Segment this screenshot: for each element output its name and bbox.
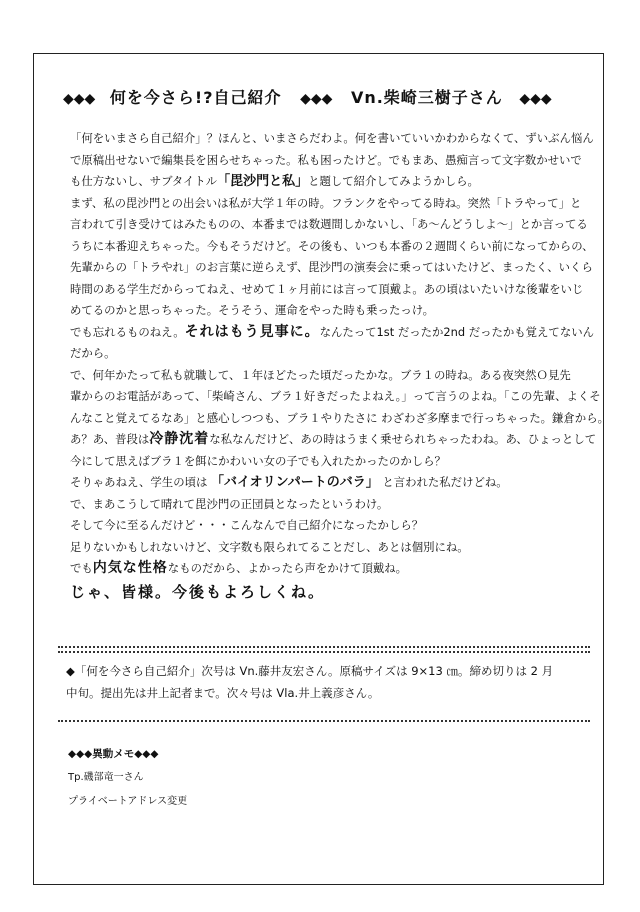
title-text: 何を今さら!?自己紹介 <box>109 88 282 107</box>
body-line: そして今に至るんだけど・・・こんなんで自己紹介になったかしら？ <box>70 518 424 532</box>
emphasis-text: それはもう見事に。 <box>184 323 320 340</box>
body-line: 「何をいまさら自己紹介」？ほんと、いまさらだわよ。何を書いていいかわからなくて、ずいぶん悩ん <box>70 131 594 145</box>
notice-line: ◆「何を今さら自己紹介」次号は Vn.藤井友宏さん。原稿サイズは 9×13 ㎝。締め切りは 2 月 <box>66 664 554 678</box>
dotted-divider <box>58 646 590 648</box>
article-body <box>70 128 609 603</box>
body-line: そりゃあねえ、学生の頃は 「バイオリンパートのバラ」 と言われた私だけどね。 <box>70 475 508 490</box>
body-line: まず、私の毘沙門との出会いは私が大学１年の時。フランクをやってる時ね。突然「トラやって」と <box>70 195 582 210</box>
body-line: んなこと覚えてるなあ」と感心しつつも、ブラ１やりたさに わざわざ多摩まで行っちゃった。鎌倉から。 <box>70 410 609 425</box>
body-line: 輩からのお電話があって、「柴崎さん、ブラ１好きだったよねえ。」って言うのよね。「この先輩、よくそ <box>70 389 601 403</box>
notice-line: 中旬。提出先は井上記者まで。次々号は Vla.井上義彦さん。 <box>66 686 380 700</box>
memo-line: プライベートアドレス変更 <box>68 796 188 807</box>
page-title <box>63 85 583 107</box>
body-line: で、何年かたって私も就職して、１年ほどたった頃だったかな。ブラ１の時ね。ある夜突然Ｏ見先 <box>70 367 571 382</box>
author-name: Vn.柴崎三樹子さん <box>350 88 503 107</box>
memo-heading: ◆◆◆異動メモ◆◆◆ <box>68 748 159 760</box>
subtitle-highlight: 「毘沙門と私」 <box>217 174 309 189</box>
body-line: めてるのかと思っちゃった。そうそう、運命をやった時も乗ったっけ。 <box>70 303 435 317</box>
closing-line: じゃ、皆様。今後もよろしくね。 <box>70 582 326 601</box>
body-line: 足りないかもしれないけど、文字数も限られてることだし、あとは個別にね。 <box>70 539 469 554</box>
title-diamonds-middle: ◆◆◆ <box>300 91 333 107</box>
body-line: も仕方ないし、サブタイトル「毘沙門と私」と題して紹介してみようかしら。 <box>70 174 479 189</box>
body-line: 今にして思えばブラ１を餌にかわいい女の子でも入れたかったのかしら？ <box>70 453 446 468</box>
body-line: あ？あ、普段は冷静沈着な私なんだけど、あの時はうまく乗せられちゃったわね。あ、ひょっとして <box>70 431 597 447</box>
body-line: でも忘れるものねえ。それはもう見事に。なんたって1st だったか2nd だったかも覚えてないん <box>70 323 594 340</box>
dotted-divider <box>58 720 590 722</box>
emphasis-text: 冷静沈着 <box>149 431 210 447</box>
body-line: で原稿出せないで編集長を困らせちゃった。私も困ったけど。でもまあ、愚痴言って文字数かせいで <box>70 152 582 167</box>
body-line: 言われて引き受けてはみたものの、本番までは数週間しかないし、「あ～んどうしよ～」とか言ってる <box>70 217 588 231</box>
title-diamonds-right: ◆◆◆ <box>519 91 552 107</box>
memo-line: Tp.磯部竜一さん <box>68 772 144 783</box>
emphasis-text: 内気な性格 <box>92 560 168 576</box>
body-line: で、まあこうして晴れて毘沙門の正団員となったというわけ。 <box>70 496 389 511</box>
next-issue-notice <box>66 660 586 704</box>
dotted-divider <box>58 651 590 653</box>
body-line: 先輩からの「トラやれ」のお言葉に逆らえず、毘沙門の演奏会に乗ってはいたけど、まったく、いくら <box>70 260 593 274</box>
body-line: 時間のある学生だからってねえ、せめて１ヶ月前には言って頂戴よ。あの頃はいたいけな後輩をいじ <box>70 281 584 296</box>
body-line: だから。 <box>70 346 116 360</box>
transfer-memo <box>68 742 187 814</box>
body-line: うちに本番迎えちゃった。今もそうだけど。その後も、いつも本番の２週間くらい前になってからの、 <box>70 238 594 253</box>
body-line: でも内気な性格なものだから、よかったら声をかけて頂戴ね。 <box>70 560 408 576</box>
nickname-highlight: 「バイオリンパートのバラ」 <box>211 475 379 490</box>
title-diamonds-left: ◆◆◆ <box>63 91 96 107</box>
